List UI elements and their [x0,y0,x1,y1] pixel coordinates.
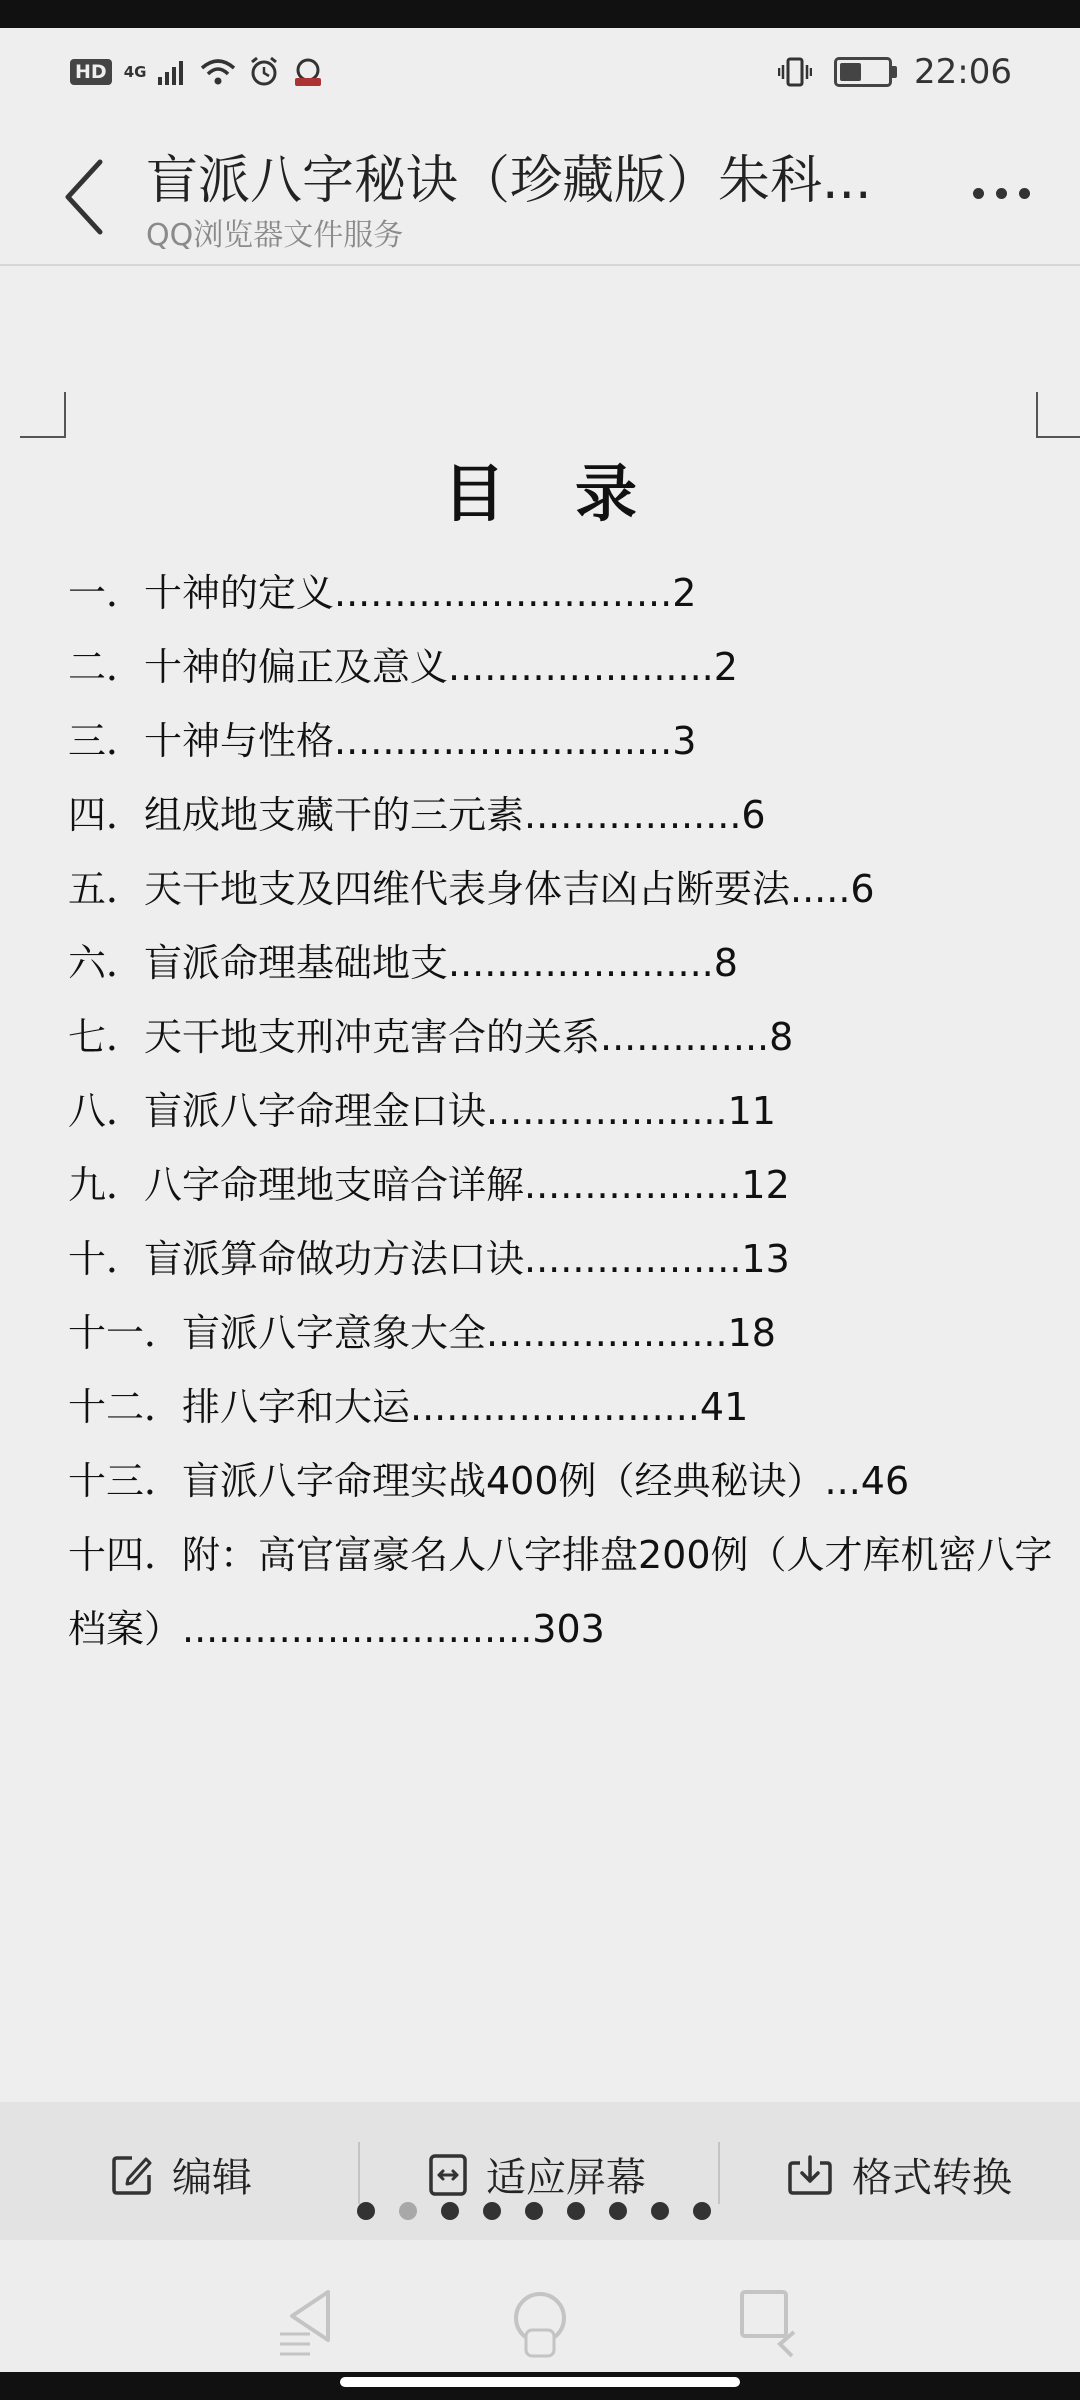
status-right [778,52,1012,92]
back-button[interactable] [56,152,116,242]
page-corner-mark [1036,392,1080,438]
nav-back-button[interactable] [270,2282,350,2362]
toc-item[interactable]: 五．天干地支及四维代表身体吉凶占断要法.....6 [68,867,875,911]
nav-home-icon [500,2282,580,2362]
toc-item[interactable]: 一．十神的定义............................2 [68,571,697,615]
clock: 22:06 [914,52,1012,92]
more-dot [973,188,984,199]
toc-item[interactable]: 十一．盲派八字意象大全....................18 [68,1311,776,1355]
toolbar-separator [358,2142,360,2204]
nav-recent-icon [730,2282,810,2362]
page-dot [693,2202,711,2220]
alarm-icon [248,56,280,88]
toc-item[interactable]: 七．天干地支刑冲克害合的关系..............8 [68,1015,794,1059]
page-dot [567,2202,585,2220]
page-dot [357,2202,375,2220]
bottom-toolbar [0,2102,1080,2240]
toc-item[interactable]: 八．盲派八字命理金口诀....................11 [68,1089,776,1133]
edit-icon [110,2153,154,2197]
toc-list [68,556,1058,1666]
more-dot [996,188,1007,199]
toc-item[interactable]: 十四．附：高官富豪名人八字排盘200例（人才库机密八字档案）.............................303 [68,1533,1053,1651]
title-header [0,118,1080,266]
signal-icon [158,59,188,85]
hd-badge: HD [70,59,112,85]
toc-item[interactable]: 十二．排八字和大运........................41 [68,1385,749,1429]
fit-screen-icon [428,2153,468,2197]
fit-screen-button[interactable] [428,2146,646,2203]
document-source: QQ浏览器文件服务 [146,218,404,253]
battery-icon [834,57,892,87]
status-left [70,56,324,88]
wifi-icon [200,58,236,86]
toc-item[interactable]: 十三．盲派八字命理实战400例（经典秘诀）...46 [68,1459,910,1503]
vibrate-icon [778,56,812,88]
document-page[interactable] [0,266,1080,2100]
toc-item[interactable]: 六．盲派命理基础地支......................8 [68,941,738,985]
edit-label: 编辑 [172,2155,252,2201]
chevron-left-icon [56,152,116,242]
nav-back-icon [270,2282,350,2362]
home-indicator[interactable] [340,2377,740,2387]
top-bezel [0,0,1080,28]
page-dot [525,2202,543,2220]
battery-level [840,63,861,81]
page-dot [609,2202,627,2220]
page-dot [651,2202,669,2220]
more-dot [1019,188,1030,199]
document-title: 盲派八字秘诀（珍藏版）朱科... [146,151,872,211]
edit-button[interactable] [110,2146,252,2203]
download-convert-icon [786,2153,834,2197]
toc-item[interactable]: 四．组成地支藏干的三元素..................6 [68,793,766,837]
toc-item[interactable]: 二．十神的偏正及意义......................2 [68,645,738,689]
more-options-button[interactable] [973,188,1030,199]
nav-home-button[interactable] [500,2282,580,2362]
status-bar [0,28,1080,118]
toc-heading: 目录 [442,457,707,530]
toc-item[interactable]: 三．十神与性格............................3 [68,719,697,763]
page-dot [483,2202,501,2220]
app-notification-icon [292,56,324,88]
nav-recent-button[interactable] [730,2282,810,2362]
format-convert-label: 格式转换 [852,2155,1012,2201]
toolbar-separator [718,2142,720,2204]
page-indicator [357,2202,711,2220]
page-corner-mark [20,392,66,438]
page-dot [441,2202,459,2220]
toc-item[interactable]: 九．八字命理地支暗合详解..................12 [68,1163,790,1207]
format-convert-button[interactable] [786,2146,1012,2203]
toc-item[interactable]: 十．盲派算命做功方法口诀..................13 [68,1237,790,1281]
network-type: 4G [123,63,147,81]
fit-screen-label: 适应屏幕 [486,2155,646,2201]
page-dot [399,2202,417,2220]
